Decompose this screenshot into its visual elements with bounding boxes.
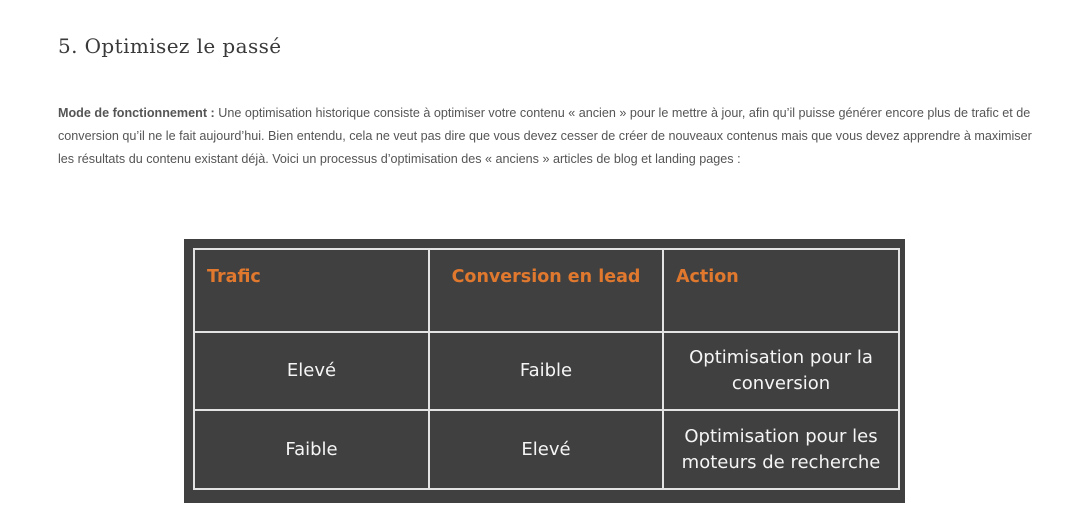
optimization-table [193,248,900,490]
optimization-table-image [184,239,905,503]
table-cell: Faible [429,332,663,411]
table-row [194,332,899,411]
table-cell: Optimisation pour la conversion [663,332,899,411]
body-paragraph [58,102,1043,171]
header-action: Action [663,249,899,332]
table-cell: Elevé [429,410,663,489]
table-row [194,410,899,489]
table-cell: Elevé [194,332,429,411]
paragraph-text: Une optimisation historique consiste à optimiser votre contenu « ancien » pour le mettre à jour, afin qu’il puisse générer encore plus de trafic et de conversion qu’il ne le fait aujourd’hui. Bien entendu, cela ne veut pas dire que vous devez cesser de créer de nouveaux contenus mais que vous devez apprendre à maximiser les résultats du contenu existant déjà. Voici un processus d’optimisation des « anciens » articles de blog et landing pages : [58,106,1032,166]
header-conversion: Conversion en lead [429,249,663,332]
header-trafic: Trafic [194,249,429,332]
section-heading: 5. Optimisez le passé [58,34,282,58]
table-cell: Faible [194,410,429,489]
table-cell: Optimisation pour les moteurs de recherche [663,410,899,489]
table-header-row [194,249,899,332]
paragraph-lead: Mode de fonctionnement : [58,106,215,120]
